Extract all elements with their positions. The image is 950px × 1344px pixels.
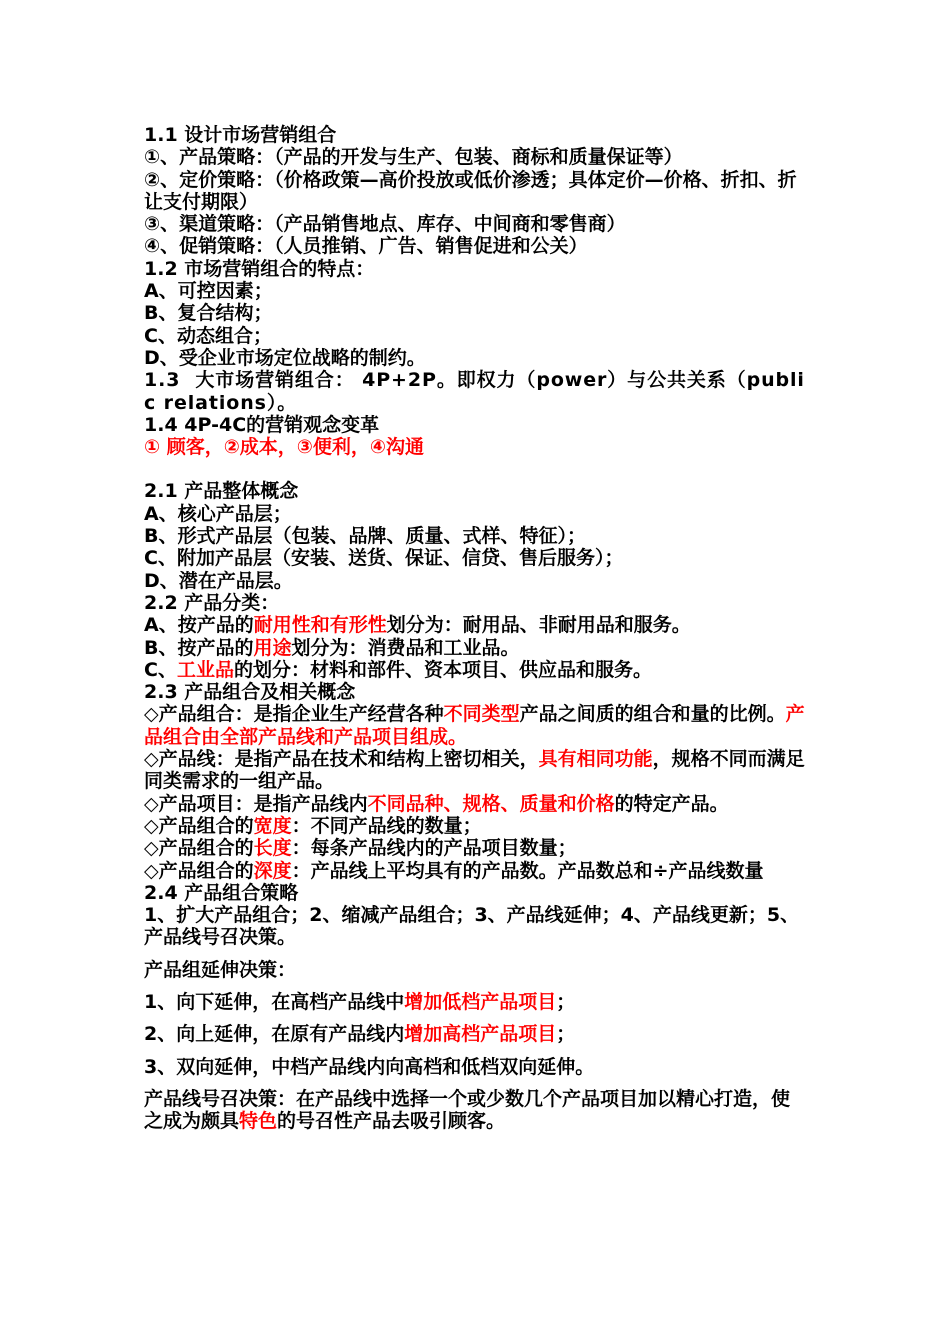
text: ◇产品组合的	[144, 814, 254, 837]
list-item-c: C、附加产品层（安装、送货、保证、信贷、售后服务）；	[144, 547, 624, 570]
highlight: 用途	[253, 636, 292, 659]
text: 2、向上延伸，在原有产品线内	[144, 1023, 405, 1046]
highlight: 深度	[253, 859, 292, 882]
highlight: 不同类型	[443, 703, 520, 726]
text: ：不同产品线的数量；	[291, 814, 482, 837]
heading-2-1: 2.1 产品整体概念	[144, 480, 299, 503]
section-gap	[144, 458, 808, 480]
extension-heading: 产品组延伸决策：	[144, 958, 297, 981]
text: ，规格不同而满足同类需求的一组产品。	[144, 748, 805, 793]
text: ：每条产品线内的产品项目数量；	[291, 837, 577, 860]
text: ◇产品组合：是指企业生产经营各种	[144, 703, 444, 726]
strategy-list: 1、扩大产品组合；2、缩减产品组合；3、产品线延伸；4、产品线更新；5、产品线号召决策。	[144, 904, 800, 949]
def-product-item	[144, 793, 808, 815]
list-item-pricing-strategy: ②、定价策略：（价格政策—高价投放或低价渗透；具体定价—价格、折扣、折让支付期限）	[144, 168, 797, 213]
text: 1、向下延伸，在高档产品线中	[144, 990, 405, 1013]
text: C、	[144, 658, 177, 681]
text: ◇产品组合的	[144, 837, 254, 860]
list-item-b: B、复合结构；	[144, 302, 273, 325]
def-product-line	[144, 748, 808, 793]
heading-1-4: 1.4 4P-4C的营销观念变革	[144, 413, 380, 436]
highlight: 具有相同功能	[538, 748, 653, 771]
extension-up	[144, 1023, 808, 1045]
heading-1-2: 1.2 市场营销组合的特点：	[144, 257, 375, 280]
highlight: 产品组合由全部产品线和产品项目组成。	[144, 703, 805, 748]
def-mix-depth	[144, 860, 808, 882]
text: 划分为：消费品和工业品。	[291, 636, 520, 659]
heading-2-2: 2.2 产品分类：	[144, 591, 280, 614]
def-product-mix	[144, 703, 808, 748]
highlight: 增加高档产品项目	[404, 1023, 557, 1046]
text: ◇产品线：是指产品在技术和结构上密切相关，	[144, 748, 539, 771]
def-mix-width	[144, 815, 808, 837]
classification-c	[144, 659, 808, 681]
list-item-c: C、动态组合；	[144, 324, 272, 347]
list-item-d: D、潜在产品层。	[144, 569, 293, 592]
heading-1-1: 1.1 设计市场营销组合	[144, 124, 337, 146]
extension-down	[144, 991, 808, 1013]
highlight: 宽度	[253, 814, 292, 837]
text: 的特定产品。	[614, 792, 729, 815]
heading-1-3: 1.3 大市场营销组合： 4P+2P。即权力（power）与公共关系（public relations）。	[144, 369, 805, 414]
text: ◇产品组合的	[144, 859, 254, 882]
highlight: 特色	[239, 1110, 278, 1133]
highlight: 增加低档产品项目	[404, 990, 557, 1013]
text: 产品之间质的组合和量的比例。	[519, 703, 786, 726]
list-item-channel-strategy: ③、渠道策略：（产品销售地点、库存、中间商和零售商）	[144, 213, 626, 236]
list-item-d: D、受企业市场定位战略的制约。	[144, 346, 426, 369]
flagship-decision	[144, 1088, 808, 1133]
document-body	[144, 124, 808, 1132]
highlight: 长度	[253, 837, 292, 860]
list-item-a: A、可控因素；	[144, 280, 273, 303]
heading-2-3: 2.3 产品组合及相关概念	[144, 681, 356, 704]
list-item-product-strategy: ①、产品策略：（产品的开发与生产、包装、商标和质量保证等）	[144, 146, 683, 169]
text: B、按产品的	[144, 636, 254, 659]
text: A、按产品的	[144, 614, 254, 637]
def-mix-length	[144, 837, 808, 859]
heading-2-4: 2.4 产品组合策略	[144, 881, 299, 904]
list-item-a: A、核心产品层；	[144, 502, 292, 525]
extension-both: 3、双向延伸，中档产品线内向高档和低档双向延伸。	[144, 1055, 595, 1078]
list-item-b: B、形式产品层（包装、品牌、质量、式样、特征）；	[144, 525, 586, 548]
text: 产品线号召决策：在产品线中选择一个或少数几个产品项目加以精心打造，使之成为颇具	[144, 1087, 791, 1133]
text: ；	[556, 990, 576, 1013]
highlight: 耐用性和有形性	[253, 614, 387, 637]
text: 划分为：耐用品、非耐用品和服务。	[386, 614, 691, 637]
text: ◇产品项目：是指产品线内	[144, 792, 368, 815]
text: ：产品线上平均具有的产品数。产品数总和÷产品线数量	[291, 859, 764, 882]
four-c-list: ① 顾客，②成本，③便利，④沟通	[144, 436, 424, 459]
list-item-promotion-strategy: ④、促销策略：（人员推销、广告、销售促进和公关）	[144, 235, 588, 258]
classification-b	[144, 637, 808, 659]
highlight: 不同品种、规格、质量和价格	[367, 792, 615, 815]
highlight: 工业品	[176, 658, 234, 681]
text: 的号召性产品去吸引顾客。	[277, 1110, 506, 1133]
text: 的划分：材料和部件、资本项目、供应品和服务。	[233, 658, 652, 681]
classification-a	[144, 614, 808, 636]
text: ；	[556, 1023, 576, 1046]
